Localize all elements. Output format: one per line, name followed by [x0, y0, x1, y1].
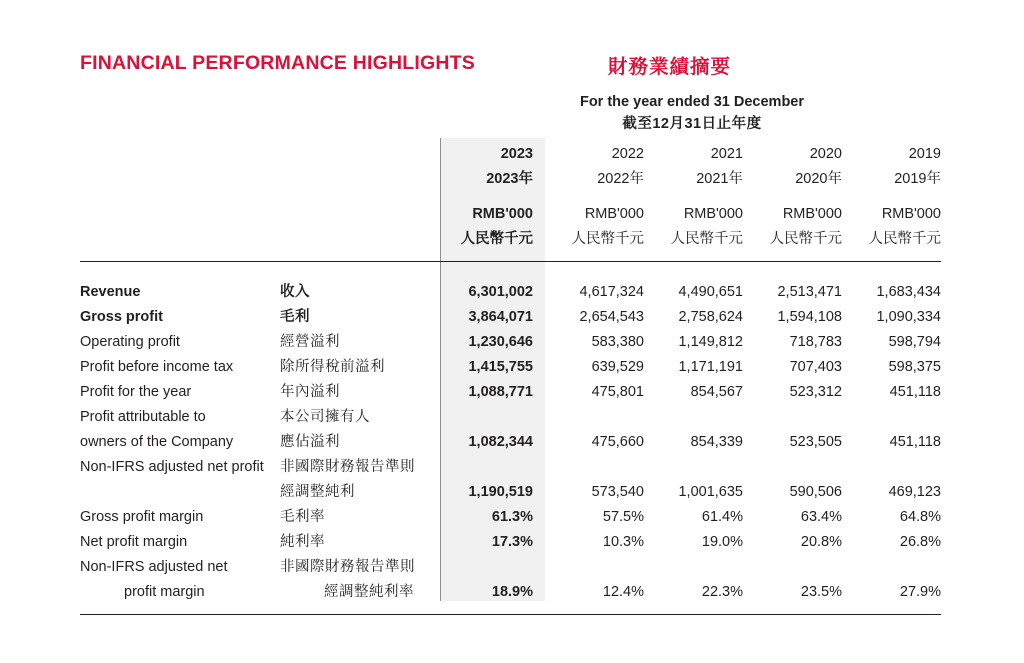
- row-label-en: Operating profit: [80, 334, 180, 350]
- table-row: [80, 455, 941, 480]
- cell-2019: [842, 555, 941, 580]
- row-label-zh: 除所得稅前溢利: [280, 359, 385, 375]
- cell-2021: 1,149,812: [678, 334, 743, 350]
- col-header-unit-3: RMB'000: [782, 206, 842, 222]
- cell-2023: 18.9%: [491, 584, 533, 600]
- col-header-year-0: 2023: [500, 146, 533, 162]
- cell-2021: 19.0%: [701, 534, 743, 550]
- cell-2019: 26.8%: [899, 534, 941, 550]
- period-heading-en: For the year ended 31 December: [579, 94, 805, 110]
- table-header-year-zh-row: [80, 167, 941, 192]
- row-label-en: Profit for the year: [80, 384, 192, 400]
- cell-2019: 451,118: [889, 434, 941, 450]
- table-bottom-rule: [80, 605, 941, 615]
- row-label-zh: 本公司擁有人: [280, 409, 370, 425]
- row-label-en: [80, 480, 280, 505]
- row-label-zh: 純利率: [280, 534, 325, 550]
- table-row: [80, 355, 941, 380]
- period-heading-zh: 截至12月31日止年度: [622, 116, 762, 132]
- cell-2020: 1,594,108: [777, 309, 842, 325]
- row-label-zh: 毛利: [280, 309, 310, 325]
- cell-2022: 4,617,324: [579, 284, 644, 300]
- row-label-en: Profit before income tax: [80, 359, 234, 375]
- col-header-year-1: 2022: [611, 146, 644, 162]
- cell-2022: 10.3%: [602, 534, 644, 550]
- col-header-year-zh-1: 2022年: [597, 171, 644, 187]
- cell-2020: 523,312: [789, 384, 842, 400]
- table-header-unit-row: [80, 202, 941, 227]
- row-label-zh: 非國際財務報告準則: [280, 459, 415, 475]
- page-title-zh: 財務業績摘要: [608, 56, 732, 78]
- cell-2019: 598,375: [888, 359, 941, 375]
- table-row: [80, 430, 941, 455]
- col-header-year-zh-2: 2021年: [696, 171, 743, 187]
- cell-2020: 23.5%: [800, 584, 842, 600]
- cell-2023: 6,301,002: [468, 284, 533, 300]
- row-label-zh: 經調整純利: [280, 484, 355, 500]
- cell-2022: 475,801: [591, 384, 644, 400]
- col-header-year-3: 2020: [809, 146, 842, 162]
- cell-2019: 27.9%: [899, 584, 941, 600]
- cell-2019: [842, 405, 941, 430]
- row-label-zh: 非國際財務報告準則: [280, 559, 415, 575]
- cell-2023: [440, 555, 545, 580]
- table-row: [80, 505, 941, 530]
- table-row: [80, 480, 941, 505]
- table-row: [80, 580, 941, 605]
- cell-2020: 718,783: [789, 334, 842, 350]
- row-label-en: Non-IFRS adjusted net profit: [80, 459, 264, 475]
- cell-2023: [440, 455, 545, 480]
- col-header-unit-2: RMB'000: [683, 206, 743, 222]
- row-label-en: Revenue: [80, 284, 141, 300]
- cell-2022: [545, 455, 644, 480]
- cell-2020: 707,403: [789, 359, 842, 375]
- cell-2021: 1,001,635: [678, 484, 743, 500]
- page-title-en: FINANCIAL PERFORMANCE HIGHLIGHTS: [80, 52, 475, 74]
- col-header-unit-zh-4: 人民幣千元: [868, 231, 941, 247]
- cell-2021: 22.3%: [701, 584, 743, 600]
- col-header-year-4: 2019: [908, 146, 941, 162]
- cell-2022: [545, 405, 644, 430]
- col-header-unit-zh-3: 人民幣千元: [769, 231, 842, 247]
- cell-2022: 2,654,543: [579, 309, 644, 325]
- col-header-year-zh-0: 2023年: [486, 171, 533, 187]
- cell-2020: [743, 405, 842, 430]
- col-header-unit-0: RMB'000: [472, 206, 533, 222]
- cell-2019: 64.8%: [899, 509, 941, 525]
- cell-2019: 1,683,434: [876, 284, 941, 300]
- row-label-en: Profit attributable to: [80, 409, 206, 425]
- table-row: [80, 305, 941, 330]
- period-heading: [440, 92, 944, 136]
- cell-2023: 17.3%: [491, 534, 533, 550]
- cell-2019: [842, 455, 941, 480]
- cell-2022: 12.4%: [602, 584, 644, 600]
- cell-2021: [644, 405, 743, 430]
- row-label-zh: 年內溢利: [280, 384, 340, 400]
- table-top-rule: [80, 262, 941, 281]
- cell-2022: 583,380: [591, 334, 644, 350]
- table-row: [80, 280, 941, 305]
- cell-2022: 57.5%: [602, 509, 644, 525]
- table-row: [80, 555, 941, 580]
- col-header-unit-zh-1: 人民幣千元: [571, 231, 644, 247]
- cell-2019: 1,090,334: [876, 309, 941, 325]
- table-header-unit-zh-row: [80, 227, 941, 252]
- cell-2022: 475,660: [591, 434, 644, 450]
- col-header-unit-1: RMB'000: [584, 206, 644, 222]
- row-label-en: owners of the Company: [80, 434, 234, 450]
- cell-2020: [743, 455, 842, 480]
- row-label-zh: 收入: [280, 284, 310, 300]
- table-row: [80, 330, 941, 355]
- cell-2021: 2,758,624: [678, 309, 743, 325]
- cell-2022: 639,529: [591, 359, 644, 375]
- cell-2023: [440, 405, 545, 430]
- cell-2023: 1,082,344: [468, 434, 533, 450]
- row-label-en: Net profit margin: [80, 534, 188, 550]
- table-row: [80, 530, 941, 555]
- financial-highlights-table: [80, 142, 941, 615]
- cell-2020: 20.8%: [800, 534, 842, 550]
- cell-2021: 854,567: [690, 384, 743, 400]
- cell-2020: 523,505: [789, 434, 842, 450]
- col-header-year-zh-3: 2020年: [795, 171, 842, 187]
- cell-2021: [644, 455, 743, 480]
- row-label-zh: 經營溢利: [280, 334, 340, 350]
- row-label-zh: 毛利率: [280, 509, 325, 525]
- cell-2020: 590,506: [789, 484, 842, 500]
- col-header-unit-zh-2: 人民幣千元: [670, 231, 743, 247]
- table-row: [80, 405, 941, 430]
- cell-2020: 63.4%: [800, 509, 842, 525]
- col-header-year-2: 2021: [710, 146, 743, 162]
- cell-2021: 4,490,651: [678, 284, 743, 300]
- cell-2020: [743, 555, 842, 580]
- cell-2021: 1,171,191: [678, 359, 743, 375]
- col-header-year-zh-4: 2019年: [894, 171, 941, 187]
- cell-2019: 469,123: [888, 484, 941, 500]
- cell-2023: 1,230,646: [468, 334, 533, 350]
- row-label-en: Gross profit margin: [80, 509, 204, 525]
- row-label-zh: 經調整純利率: [324, 584, 414, 600]
- cell-2023: 1,190,519: [468, 484, 533, 500]
- cell-2022: [545, 555, 644, 580]
- row-label-en: Non-IFRS adjusted net: [80, 559, 228, 575]
- row-label-en: Gross profit: [80, 309, 163, 325]
- table-row: [80, 380, 941, 405]
- row-label-zh: 應佔溢利: [280, 434, 340, 450]
- cell-2019: 598,794: [888, 334, 941, 350]
- col-header-unit-4: RMB'000: [881, 206, 941, 222]
- cell-2020: 2,513,471: [777, 284, 842, 300]
- row-label-en: profit margin: [124, 584, 205, 600]
- cell-2023: 1,415,755: [468, 359, 533, 375]
- cell-2021: 61.4%: [701, 509, 743, 525]
- table-header-year-row: [80, 142, 941, 167]
- cell-2019: 451,118: [889, 384, 941, 400]
- cell-2021: [644, 555, 743, 580]
- cell-2023: 1,088,771: [468, 384, 533, 400]
- cell-2023: 3,864,071: [468, 309, 533, 325]
- cell-2021: 854,339: [690, 434, 743, 450]
- cell-2022: 573,540: [591, 484, 644, 500]
- cell-2023: 61.3%: [491, 509, 533, 525]
- col-header-unit-zh-0: 人民幣千元: [460, 231, 533, 247]
